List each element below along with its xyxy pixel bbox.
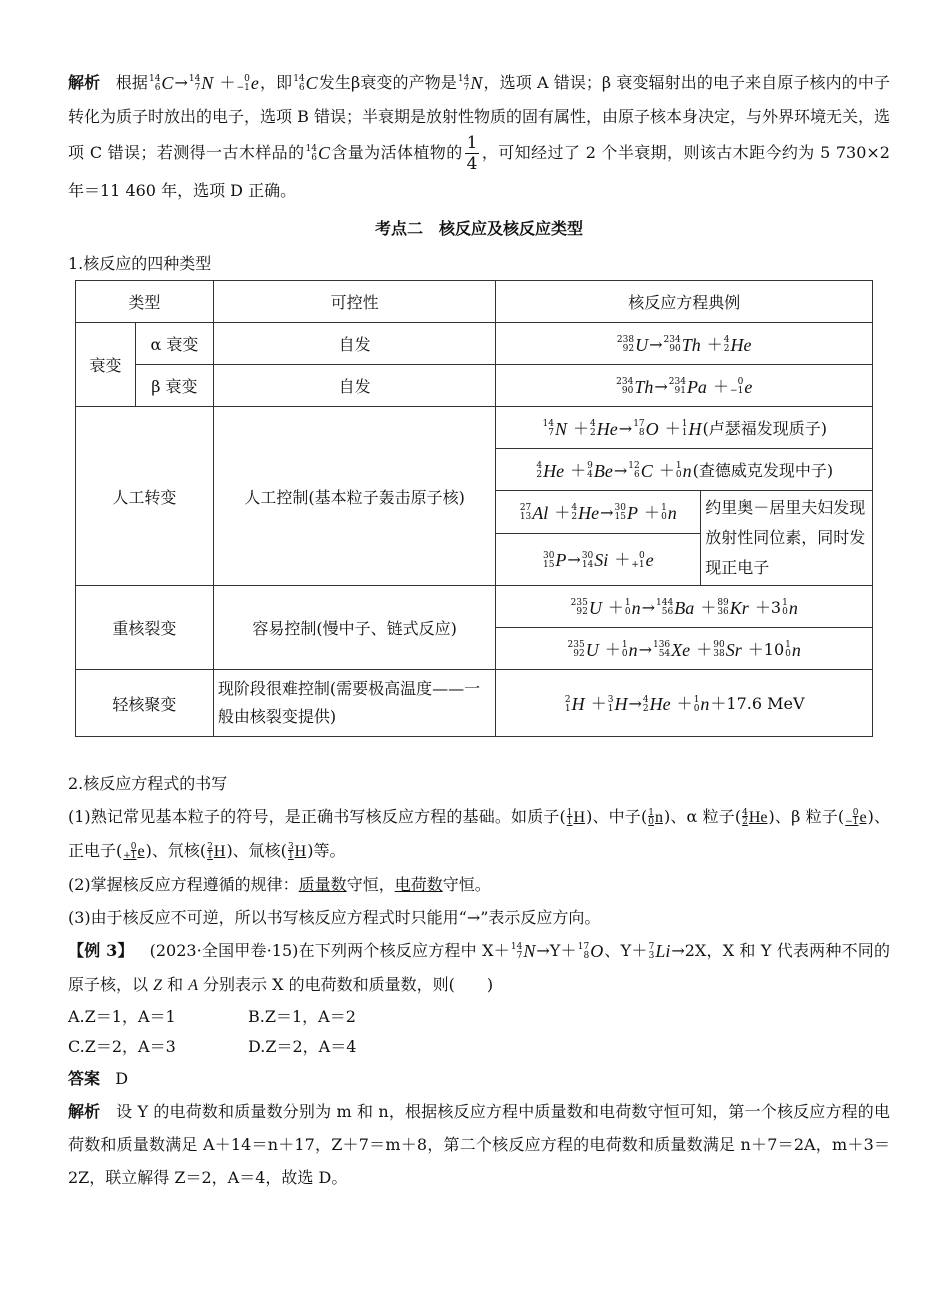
analysis-text: 设 Y 的电荷数和质量数分别为 m 和 n，根据核反应方程中质量数和电荷数守恒可知，第一个核反应方程的电荷数和质量数满足 A＋14＝n＋17，Z＋7＝m＋8，第二个核反应方程的电荷数和质量数满足 n＋7＝2A，m＋3＝2Z，联立解得 Z＝2，A＝4，故选 D。 bbox=[68, 1102, 890, 1187]
analysis-paragraph: 解析 根据 14 6 C → 14 7 N ＋ 0 −1 e ，即 14 6 C 发生β衰变的产物是 14 7 N ，选项 A 错误；β 衰变辐射出的电子来自原子核内的中子转化为质子时放出的电子，选项 B 错误；半衰期是放射性物质的固有属性，由原子核本身决定，与外界环境无关，选项 C 错误；若测得一古木样品的 14 6 C 含量为活体植物的 $\frac{1}{4}$ ，可知经过了 2 个半衰期，则该古木距今约为 5 730×2 年＝11 460 年，选项 D 正确。 bbox=[68, 73, 890, 200]
table-cell: 重核裂变 bbox=[76, 586, 214, 670]
equation-cell: 4 2 He ＋ 9 4 Be → 12 6 C ＋ 1 0 n (查德威克发现中子) bbox=[496, 449, 873, 491]
analysis-paragraph-2 bbox=[68, 1095, 890, 1194]
header-cell: 可控性 bbox=[213, 281, 496, 323]
table-cell: 容易控制(慢中子、链式反应) bbox=[213, 586, 496, 670]
choice-b[interactable]: B.Z＝1，A＝2 bbox=[248, 1007, 356, 1026]
table-cell: 轻核聚变 bbox=[76, 670, 214, 737]
table-cell: β 衰变 bbox=[135, 365, 213, 407]
table-header-row bbox=[76, 281, 873, 323]
reaction-types-table bbox=[75, 280, 873, 737]
choices-row bbox=[68, 1032, 890, 1062]
header-cell: 核反应方程典例 bbox=[496, 281, 873, 323]
equation-cell: 27 13 Al ＋ 4 2 He → 30 15 P ＋ 1 0 n bbox=[496, 491, 701, 534]
equation-cell: 238 92 U → 234 90 Th ＋ 4 2 He bbox=[496, 323, 873, 365]
table-cell: α 衰变 bbox=[135, 323, 213, 365]
table-cell: 现阶段很难控制(需要极高温度——一般由核裂变提供) bbox=[213, 670, 496, 737]
paragraph-item-3: (3)由于核反应不可逆，所以书写核反应方程式时只能用“→”表示反应方向。 bbox=[68, 908, 601, 927]
section-title: 考点二 核反应及核反应类型 bbox=[374, 219, 583, 238]
table-cell: 自发 bbox=[213, 323, 496, 365]
analysis-label: 解析 bbox=[68, 73, 101, 92]
table-cell: 人工转变 bbox=[76, 407, 214, 586]
table-cell: 约里奥－居里夫妇发现放射性同位素，同时发现正电子 bbox=[701, 491, 873, 586]
table-row bbox=[76, 323, 873, 365]
table-row bbox=[76, 670, 873, 737]
equation-cell: 2 1 H ＋ 3 1 H → 4 2 He ＋ 1 0 n ＋17.6 MeV bbox=[496, 670, 873, 737]
answer-line bbox=[68, 1062, 890, 1095]
equation-cell: 235 92 U ＋ 1 0 n → 144 56 Ba ＋ 89 36 Kr ＋3 1 0 n bbox=[496, 586, 873, 628]
analysis-text: 含量为活体植物的 bbox=[330, 143, 463, 162]
table-cell: 自发 bbox=[213, 365, 496, 407]
table-row bbox=[76, 365, 873, 407]
equation-cell: 235 92 U ＋ 1 0 n → 136 54 Xe ＋ 90 38 Sr ＋10 1 0 n bbox=[496, 628, 873, 670]
analysis-text: 根据 bbox=[115, 73, 148, 92]
paragraph-item-2: (2)掌握核反应方程遵循的规律：质量数守恒，电荷数守恒。 bbox=[68, 875, 491, 894]
analysis-label: 解析 bbox=[68, 1102, 101, 1121]
equation-cell: 14 7 N ＋ 4 2 He → 17 8 O ＋ 1 1 H (卢瑟福发现质子) bbox=[496, 407, 873, 449]
example-label: 【例 3】 bbox=[68, 941, 134, 960]
choice-c[interactable]: C.Z＝2，A＝3 bbox=[68, 1037, 176, 1056]
table-cell: 衰变 bbox=[76, 323, 136, 407]
fraction: $\frac{1}{4}$ bbox=[466, 133, 478, 174]
example-question: 【例 3】 (2023·全国甲卷·15)在下列两个核反应方程中 X＋ 14 7 N →Y＋ 17 8 O 、Y＋ 7 3 Li →2X，X 和 Y 代表两种不同的原子核，以 Z 和 A 分别表示 X 的电荷数和质量数，则( ) bbox=[68, 941, 890, 994]
subsection-heading: 1.核反应的四种类型 bbox=[68, 254, 212, 273]
choice-a[interactable]: A.Z＝1，A＝1 bbox=[68, 1007, 176, 1026]
table-row bbox=[76, 407, 873, 449]
analysis-text: ，选项 A 错误；β 衰变辐射出的电子来自原子核内的中子转化为质子时放出的电子，选项 B 错误；半衰期是放射性物质的固有属性，由原子核本身决定，与外界环境无关，选项 C 错误；若测得一古木样品的 bbox=[68, 73, 890, 162]
answer-value: D bbox=[115, 1069, 129, 1088]
analysis-text: ，可知经过了 2 个半衰期，则该古木距今约为 5 730×2 年＝11 460 年，选项 D 正确。 bbox=[68, 143, 890, 200]
analysis-text: ，即 bbox=[259, 73, 293, 92]
choices-row bbox=[68, 1002, 890, 1032]
table-row bbox=[76, 586, 873, 628]
answer-label: 答案 bbox=[68, 1069, 101, 1088]
analysis-text: 发生β衰变的产物是 bbox=[318, 73, 457, 92]
equation-cell: 234 90 Th → 234 91 Pa ＋ 0 −1 e bbox=[496, 365, 873, 407]
subsection-heading: 2.核反应方程式的书写 bbox=[68, 774, 228, 793]
page bbox=[68, 66, 890, 1194]
equation-cell: 30 15 P → 30 14 Si ＋ 0 +1 e bbox=[496, 533, 701, 585]
paragraph-item-1: (1)熟记常见基本粒子的符号，是正确书写核反应方程的基础。如质子( 1 1 H )、中子( 1 0 n )、α 粒子( 4 2 He )、β 粒子( 0 −1 e )、正电子( 0 +1 e )、氘核( 2 1 H )、氚核( 3 1 H )等。 bbox=[68, 807, 890, 861]
choice-d[interactable]: D.Z＝2，A＝4 bbox=[248, 1037, 357, 1056]
header-cell: 类型 bbox=[76, 281, 214, 323]
table-cell: 人工控制(基本粒子轰击原子核) bbox=[213, 407, 496, 586]
